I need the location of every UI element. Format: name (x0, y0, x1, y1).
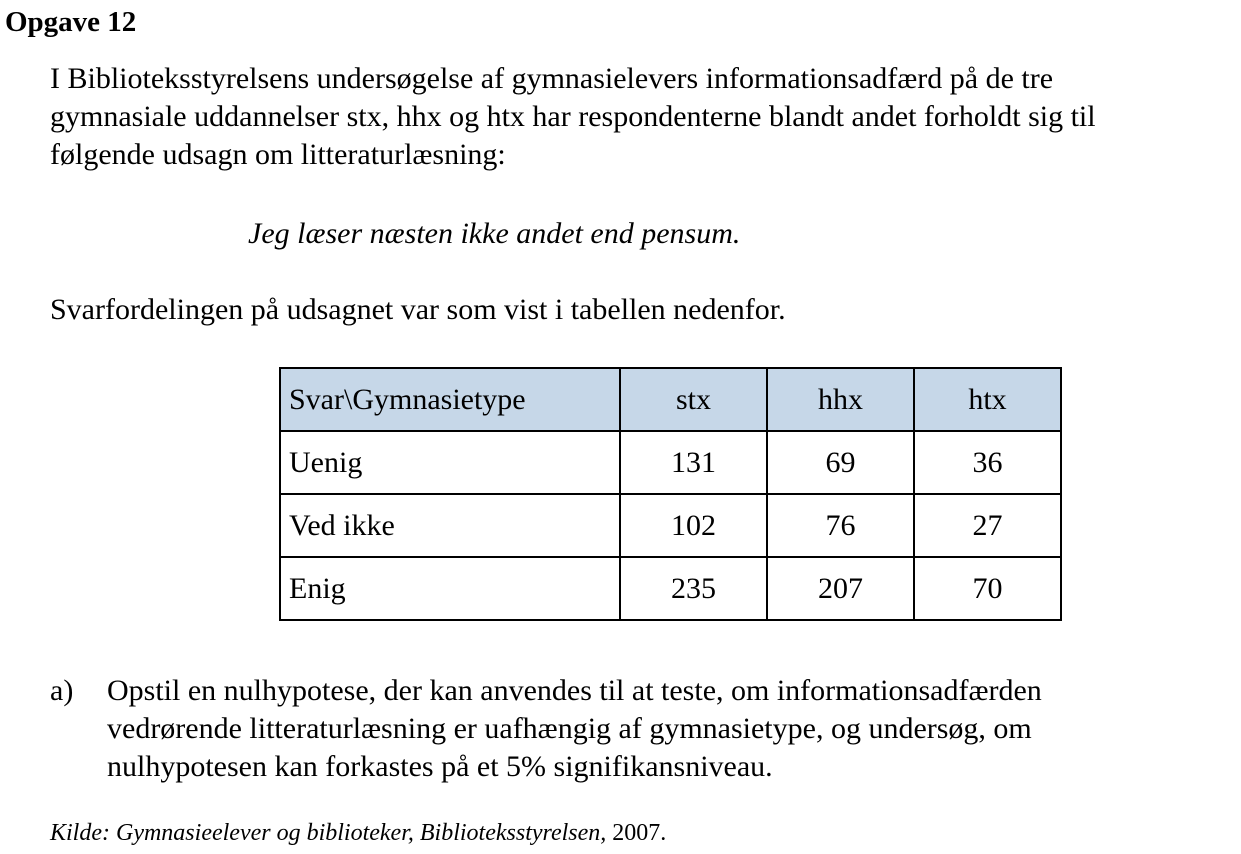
source-citation (50, 817, 666, 849)
task-marker: a) (50, 674, 74, 707)
table-cell: 69 (767, 431, 914, 494)
table-cell: 36 (914, 431, 1061, 494)
table-cell: 207 (767, 557, 914, 620)
table-cell: 27 (914, 494, 1061, 557)
task-line: vedrørende litteraturlæsning er uafhængig af gymnasietype, og undersøg, om (107, 712, 1032, 745)
row-label-cell: Ved ikke (280, 494, 620, 557)
header-cell: Svar\Gymnasietype (280, 368, 620, 431)
table-row (280, 557, 1061, 620)
table-header-row (280, 368, 1061, 431)
table-cell: 76 (767, 494, 914, 557)
source-title: Kilde: Gymnasieelever og biblioteker, Biblioteksstyrelsen, (50, 820, 607, 846)
response-distribution-table (279, 367, 1062, 621)
header-cell: hhx (767, 368, 914, 431)
header-cell: htx (914, 368, 1061, 431)
table-cell: 102 (620, 494, 767, 557)
survey-statement: Jeg læser næsten ikke andet end pensum. (248, 217, 741, 250)
table-cell: 235 (620, 557, 767, 620)
header-cell: stx (620, 368, 767, 431)
table-row (280, 431, 1061, 494)
exercise-heading: Opgave 12 (5, 6, 137, 38)
row-label-cell: Uenig (280, 431, 620, 494)
table-cell: 70 (914, 557, 1061, 620)
table-intro-text: Svarfordelingen på udsagnet var som vist i tabellen nedenfor. (50, 293, 786, 326)
intro-line: følgende udsagn om litteraturlæsning: (50, 138, 506, 171)
task-text (107, 672, 1227, 786)
row-label-cell: Enig (280, 557, 620, 620)
table-row (280, 494, 1061, 557)
intro-line: I Biblioteksstyrelsens undersøgelse af gymnasielevers informationsadfærd på de tre (50, 62, 1054, 95)
table-cell: 131 (620, 431, 767, 494)
source-year: 2007. (606, 820, 667, 846)
task-line: nulhypotesen kan forkastes på et 5% signifikansniveau. (107, 750, 773, 783)
task-line: Opstil en nulhypotese, der kan anvendes til at teste, om informationsadfærden (107, 674, 1042, 707)
intro-line: gymnasiale uddannelser stx, hhx og htx har respondenterne blandt andet forholdt sig til (50, 100, 1096, 133)
intro-paragraph (50, 60, 1235, 174)
